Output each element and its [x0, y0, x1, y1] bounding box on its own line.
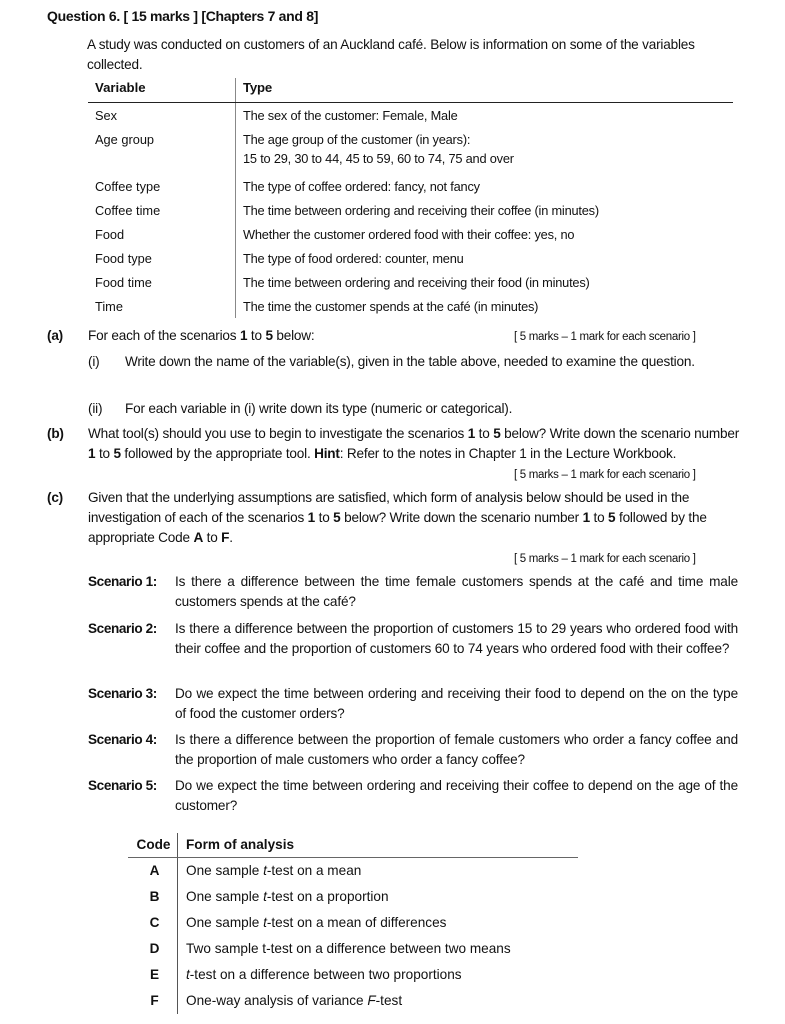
- variables-table-header: [88, 78, 733, 103]
- text: 5: [608, 510, 616, 525]
- scenario-text: Do we expect the time between ordering and receiving their food to depend on the on the type of food the customer orders?: [175, 686, 738, 721]
- scenario-text: Is there a difference between the proportion of female customers who order a fancy coffee and the proportion of male customers who order a fancy coffee?: [175, 732, 738, 767]
- part-b: [47, 424, 747, 481]
- variable-type: The time between ordering and receiving their food (in minutes): [235, 270, 733, 294]
- text: 1: [307, 510, 316, 525]
- text: One-way analysis of variance: [186, 993, 368, 1008]
- variable-name: Age group: [95, 131, 155, 147]
- code: C: [149, 915, 160, 930]
- variable-type: The type of food ordered: counter, menu: [235, 246, 733, 270]
- header-variable: Variable: [95, 80, 146, 95]
- analysis: [177, 936, 578, 962]
- variable-type: The sex of the customer: Female, Male: [235, 103, 733, 127]
- text: -test on a proportion: [266, 889, 389, 904]
- text: below? Write down the scenario number: [500, 426, 740, 441]
- scenario-2: [88, 619, 738, 659]
- text: t: [263, 863, 267, 878]
- scenario-label: Scenario 5:: [88, 778, 157, 793]
- part-a-marks: [ 5 marks – 1 mark for each scenario ]: [514, 331, 696, 343]
- text: to: [95, 446, 114, 461]
- variable-type-line1: The age group of the customer (in years):: [243, 131, 471, 147]
- text: followed by the appropriate Code: [88, 510, 707, 545]
- text: t: [263, 889, 267, 904]
- text: 5: [113, 446, 121, 461]
- text: 1: [239, 328, 248, 343]
- part-c-text: [88, 488, 747, 548]
- variable-name: Food: [95, 226, 125, 242]
- scenario-label: Scenario 3:: [88, 686, 157, 701]
- header-form: Form of analysis: [177, 833, 578, 857]
- variable-type: [235, 127, 733, 174]
- text: below:: [272, 328, 315, 343]
- table-row: [88, 246, 733, 270]
- variable-type: The type of coffee ordered: fancy, not fancy: [235, 174, 733, 198]
- code: E: [149, 967, 160, 982]
- text: A: [193, 530, 204, 545]
- text: -test on a difference between two proportions: [189, 967, 462, 982]
- text: One sample: [186, 863, 264, 878]
- text: below? Write down the scenario number: [340, 510, 583, 525]
- text: : Refer to the notes in Chapter 1 in the Lecture Workbook.: [339, 446, 677, 461]
- variable-type: The time the customer spends at the café (in minutes): [235, 294, 733, 318]
- part-a-sub-i: [88, 352, 738, 372]
- sub-i-label: (i): [88, 354, 100, 369]
- table-row: [88, 103, 733, 127]
- table-row: [88, 174, 733, 198]
- analysis: [177, 962, 578, 988]
- scenario-5: [88, 776, 738, 816]
- variable-name: Time: [95, 298, 123, 314]
- text: to: [247, 328, 266, 343]
- table-row: [88, 198, 733, 222]
- code: B: [149, 889, 160, 904]
- text: 1: [582, 510, 590, 525]
- part-c: [47, 488, 747, 565]
- table-row: [88, 270, 733, 294]
- variable-name: Food time: [95, 274, 152, 290]
- text: Given that the underlying assumptions are satisfied, which form of analysis below should be used in the investigation of each of the scenarios: [88, 490, 690, 525]
- code: F: [150, 993, 159, 1008]
- header-code: Code: [136, 837, 171, 852]
- text: Two sample t-test on a difference between two means: [186, 941, 511, 956]
- table-row: [88, 294, 733, 318]
- sub-ii-label: (ii): [88, 401, 103, 416]
- text: 1: [467, 426, 476, 441]
- text: followed by the appropriate tool.: [120, 446, 315, 461]
- text: 5: [265, 328, 273, 343]
- analysis: [177, 910, 578, 936]
- text: F: [221, 530, 230, 545]
- text: F: [367, 993, 376, 1008]
- sub-i-text: Write down the name of the variable(s), given in the table above, needed to examine the question.: [125, 354, 695, 369]
- text: to: [203, 530, 222, 545]
- table-row: [128, 962, 578, 988]
- text: to: [315, 510, 334, 525]
- variable-name: Coffee time: [95, 202, 161, 218]
- codes-table: [128, 833, 578, 1014]
- variable-type: The time between ordering and receiving their coffee (in minutes): [235, 198, 733, 222]
- header-type: Type: [235, 78, 733, 102]
- text: One sample: [186, 915, 264, 930]
- table-row: [88, 127, 733, 174]
- question-intro: A study was conducted on customers of an Auckland café. Below is information on some of the variables collected.: [87, 37, 695, 72]
- text: One sample: [186, 889, 264, 904]
- text: For each of the scenarios: [88, 328, 240, 343]
- scenario-label: Scenario 2:: [88, 621, 157, 636]
- question-title: Question 6. [ 15 marks ] [Chapters 7 and 8]: [47, 8, 319, 24]
- variable-name: Food type: [95, 250, 152, 266]
- analysis: [177, 858, 578, 884]
- table-row: [128, 936, 578, 962]
- scenario-1: [88, 572, 738, 612]
- part-b-text: [88, 424, 747, 464]
- part-b-label: (b): [47, 426, 64, 441]
- part-a-sub-ii: [88, 399, 738, 419]
- analysis: [177, 988, 578, 1014]
- variable-name: Sex: [95, 107, 118, 123]
- code: A: [149, 863, 160, 878]
- codes-table-header: [128, 833, 578, 858]
- code: D: [149, 941, 160, 956]
- scenario-text: Do we expect the time between ordering and receiving their coffee to depend on the age of the customer?: [175, 778, 738, 813]
- table-row: [128, 910, 578, 936]
- text: t: [186, 967, 190, 982]
- part-c-label: (c): [47, 490, 64, 505]
- text: to: [589, 510, 609, 525]
- table-row: [128, 988, 578, 1014]
- text: 5: [333, 510, 341, 525]
- scenario-label: Scenario 4:: [88, 732, 157, 747]
- table-row: [88, 222, 733, 246]
- scenario-text: Is there a difference between the proportion of customers 15 to 29 years who ordered food with their coffee and the proportion of customers 60 to 74 years who ordered food with their coffee?: [175, 621, 738, 656]
- table-row: [128, 884, 578, 910]
- scenario-text: Is there a difference between the time female customers spends at the café and time male customers spends at the café?: [175, 574, 738, 609]
- part-c-marks: [ 5 marks – 1 mark for each scenario ]: [514, 553, 696, 565]
- part-a: [47, 326, 747, 346]
- text: What tool(s) should you use to begin to investigate the scenarios: [88, 426, 468, 441]
- text: t: [263, 915, 267, 930]
- text: -test on a mean: [266, 863, 362, 878]
- text: -test: [375, 993, 403, 1008]
- part-b-marks: [ 5 marks – 1 mark for each scenario ]: [514, 469, 696, 481]
- table-row: [128, 858, 578, 884]
- sub-ii-text: For each variable in (i) write down its type (numeric or categorical).: [125, 401, 513, 416]
- variable-type: Whether the customer ordered food with their coffee: yes, no: [235, 222, 733, 246]
- variables-table: [88, 78, 733, 318]
- text: 5: [493, 426, 501, 441]
- part-a-label: (a): [47, 328, 64, 343]
- analysis: [177, 884, 578, 910]
- text: 1: [88, 446, 96, 461]
- hint-label: Hint: [314, 446, 340, 461]
- variable-type-line2: 15 to 29, 30 to 44, 45 to 59, 60 to 74, 75 and over: [243, 150, 514, 166]
- text: .: [229, 530, 233, 545]
- scenario-3: [88, 684, 738, 724]
- text: to: [475, 426, 494, 441]
- variable-name: Coffee type: [95, 178, 161, 194]
- scenario-4: [88, 730, 738, 770]
- text: -test on a mean of differences: [266, 915, 447, 930]
- scenario-label: Scenario 1:: [88, 574, 157, 589]
